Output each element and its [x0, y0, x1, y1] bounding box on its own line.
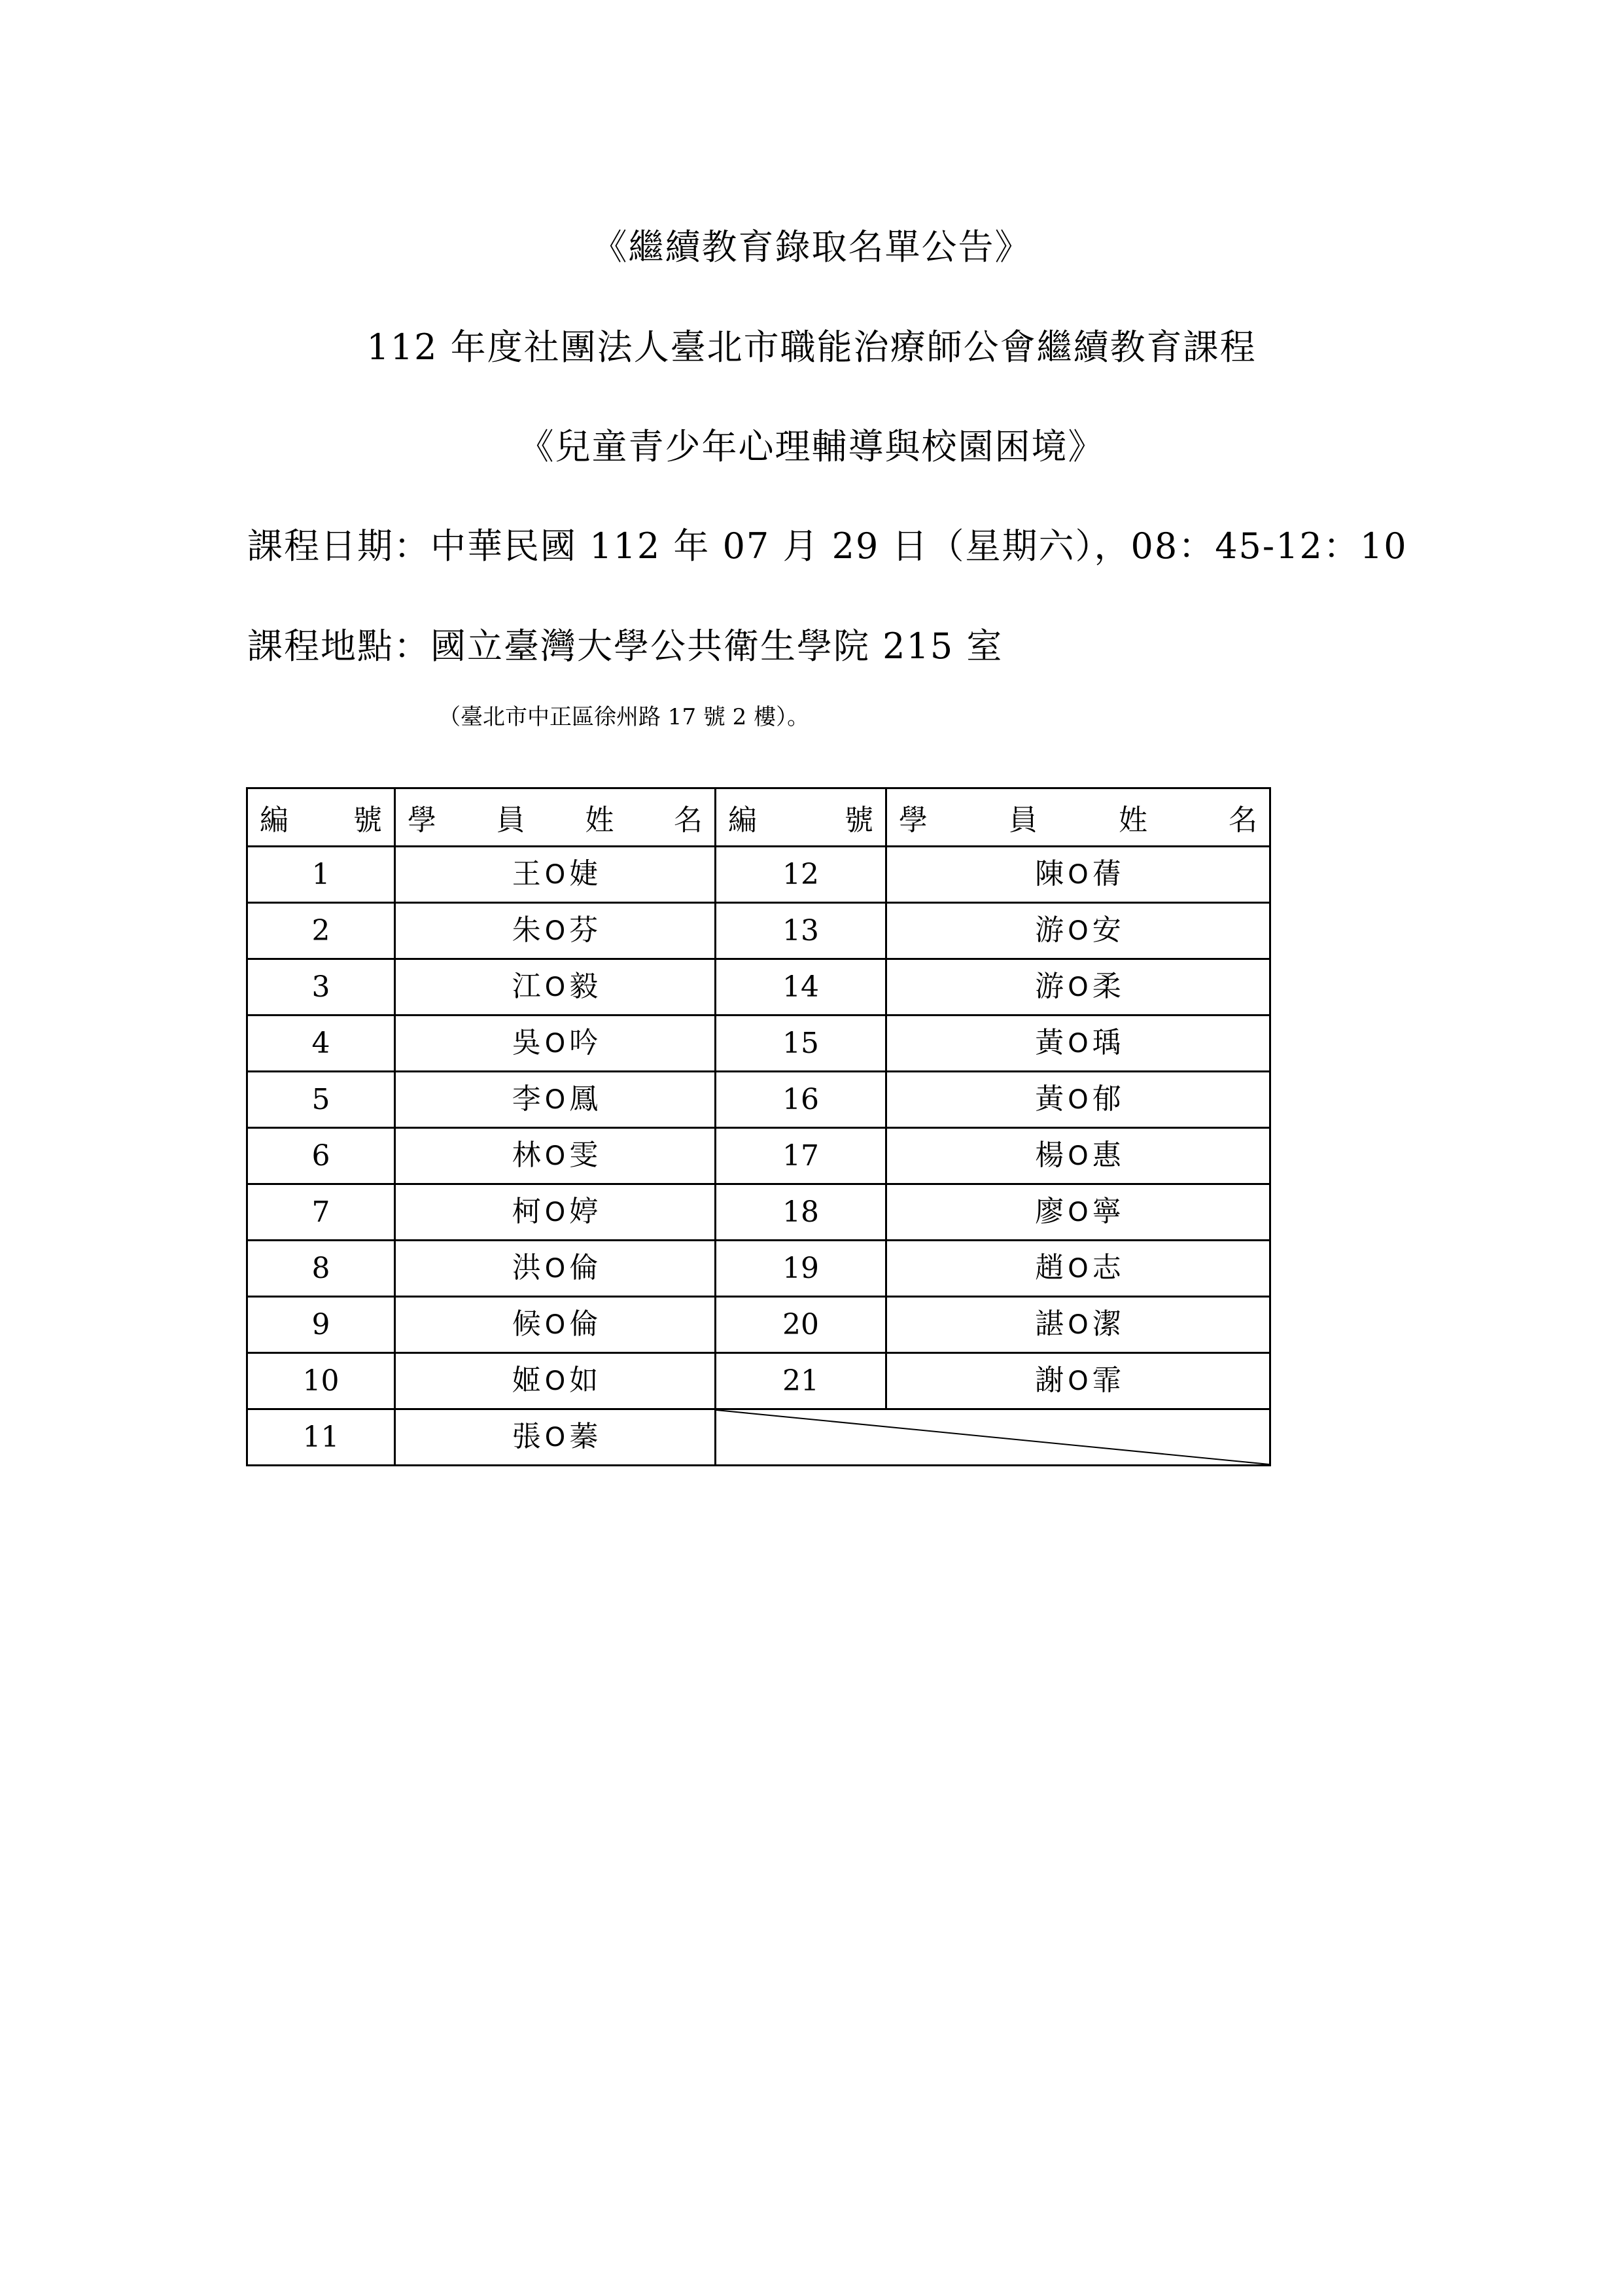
right-student-name-cell	[886, 1184, 1270, 1241]
name-char: 洪	[512, 1251, 541, 1284]
name-mask-mark: O	[1068, 1197, 1089, 1227]
name-char: 郁	[1092, 1082, 1121, 1116]
name-char: 陳	[1035, 857, 1064, 891]
right-number-cell: 20	[716, 1297, 886, 1353]
course-organization-line: 112 年度社團法人臺北市職能治療師公會繼續教育課程	[366, 327, 1257, 368]
name-char: 如	[569, 1364, 599, 1397]
name-char: 芬	[569, 913, 599, 947]
name-char: 倫	[569, 1251, 599, 1284]
course-date-line: 課程日期：中華民國 112 年 07 月 29 日（星期六），08：45-12：10	[247, 525, 1408, 567]
header-char: 編	[728, 804, 757, 837]
header-char: 編	[260, 804, 288, 837]
name-mask-mark: O	[544, 916, 566, 946]
left-number-cell: 2	[247, 903, 395, 959]
name-mask-mark: O	[1068, 1310, 1089, 1340]
name-char: 倫	[569, 1307, 599, 1341]
course-location-line: 課程地點：國立臺灣大學公共衛生學院 215 室	[247, 626, 1003, 667]
name-char: 楊	[1035, 1139, 1064, 1172]
name-mask-mark: O	[1068, 972, 1089, 1002]
name-mask-mark: O	[544, 1085, 566, 1115]
name-mask-mark: O	[544, 1141, 566, 1171]
header-char: 學	[408, 804, 436, 837]
name-mask-mark: O	[544, 972, 566, 1002]
right-number-cell: 17	[716, 1128, 886, 1184]
name-char: 霏	[1092, 1364, 1121, 1397]
name-char: 志	[1092, 1251, 1121, 1284]
name-char: 婕	[569, 857, 599, 891]
name-char: 毅	[569, 970, 599, 1003]
course-name: 《兒童青少年心理輔導與校園困境》	[518, 426, 1105, 467]
left-number-cell: 11	[247, 1409, 395, 1466]
name-char: 柯	[512, 1195, 541, 1228]
name-char: 雯	[569, 1139, 599, 1172]
table-row	[247, 1128, 1270, 1184]
name-mask-mark: O	[544, 860, 566, 890]
left-student-name-cell	[395, 1297, 716, 1353]
name-char: 江	[512, 970, 541, 1003]
right-student-name-cell	[886, 1016, 1270, 1072]
right-number-cell: 15	[716, 1016, 886, 1072]
left-student-name-cell	[395, 959, 716, 1016]
left-student-name-cell	[395, 1016, 716, 1072]
diagonal-strike-line	[716, 1410, 1269, 1464]
right-student-name-cell	[886, 1297, 1270, 1353]
name-char: 安	[1092, 913, 1121, 947]
name-char: 蒨	[1092, 857, 1121, 891]
header-number-right	[716, 788, 886, 847]
name-char: 潔	[1092, 1307, 1121, 1341]
header-char: 姓	[1119, 804, 1147, 837]
name-mask-mark: O	[1068, 1085, 1089, 1115]
right-student-name-cell	[886, 903, 1270, 959]
name-char: 林	[512, 1139, 541, 1172]
left-number-cell: 4	[247, 1016, 395, 1072]
admission-roster-table	[246, 787, 1271, 1466]
document-title: 《繼續教育錄取名單公告》	[591, 226, 1032, 268]
name-char: 吟	[569, 1026, 599, 1059]
diagonal-line	[716, 1410, 1269, 1464]
name-char: 朱	[512, 913, 541, 947]
table-row	[247, 1241, 1270, 1297]
name-mask-mark: O	[1068, 1254, 1089, 1284]
name-char: 游	[1035, 913, 1064, 947]
left-student-name-cell	[395, 1353, 716, 1409]
roster-body	[247, 847, 1270, 1466]
name-char: 李	[512, 1082, 541, 1116]
name-mask-mark: O	[1068, 1029, 1089, 1059]
name-char: 惠	[1092, 1139, 1121, 1172]
left-number-cell: 1	[247, 847, 395, 903]
right-student-name-cell	[886, 847, 1270, 903]
left-student-name-cell	[395, 903, 716, 959]
left-number-cell: 3	[247, 959, 395, 1016]
left-student-name-cell	[395, 847, 716, 903]
header-char: 名	[1229, 804, 1257, 837]
name-char: 廖	[1035, 1195, 1064, 1228]
table-header-row	[247, 788, 1270, 847]
name-mask-mark: O	[1068, 860, 1089, 890]
name-char: 趙	[1035, 1251, 1064, 1284]
left-number-cell: 6	[247, 1128, 395, 1184]
table-row	[247, 1016, 1270, 1072]
left-student-name-cell	[395, 1128, 716, 1184]
left-number-cell: 8	[247, 1241, 395, 1297]
name-char: 候	[512, 1307, 541, 1341]
header-char: 員	[1009, 804, 1038, 837]
name-char: 瑀	[1092, 1026, 1121, 1059]
address-note: （臺北市中正區徐州路 17 號 2 樓）。	[438, 704, 810, 730]
table-row	[247, 1072, 1270, 1128]
right-student-name-cell	[886, 1241, 1270, 1297]
header-char: 名	[673, 804, 703, 837]
left-number-cell: 5	[247, 1072, 395, 1128]
name-char: 婷	[569, 1195, 599, 1228]
table-row	[247, 959, 1270, 1016]
name-char: 寧	[1092, 1195, 1121, 1228]
name-mask-mark: O	[544, 1029, 566, 1059]
name-mask-mark: O	[1068, 1141, 1089, 1171]
header-name-left	[395, 788, 716, 847]
left-student-name-cell	[395, 1184, 716, 1241]
right-number-cell: 18	[716, 1184, 886, 1241]
table-row	[247, 847, 1270, 903]
table-row	[247, 1297, 1270, 1353]
table-row	[247, 903, 1270, 959]
name-char: 黃	[1035, 1082, 1064, 1116]
right-student-name-cell	[886, 959, 1270, 1016]
name-char: 姬	[512, 1364, 541, 1397]
name-mask-mark: O	[544, 1310, 566, 1340]
name-char: 柔	[1092, 970, 1121, 1003]
table-row	[247, 1353, 1270, 1409]
left-number-cell: 9	[247, 1297, 395, 1353]
name-mask-mark: O	[544, 1422, 566, 1453]
header-name-right	[886, 788, 1270, 847]
left-student-name-cell	[395, 1409, 716, 1466]
right-number-cell: 19	[716, 1241, 886, 1297]
name-char: 鳳	[569, 1082, 599, 1116]
name-char: 張	[512, 1420, 541, 1453]
right-number-cell: 12	[716, 847, 886, 903]
name-char: 諶	[1035, 1307, 1064, 1341]
header-char: 姓	[585, 804, 614, 837]
name-char: 王	[512, 857, 541, 891]
name-mask-mark: O	[544, 1197, 566, 1227]
right-student-name-cell	[886, 1072, 1270, 1128]
name-char: 黃	[1035, 1026, 1064, 1059]
table-row	[247, 1409, 1270, 1466]
right-number-cell: 14	[716, 959, 886, 1016]
header-char: 學	[899, 804, 928, 837]
right-number-cell: 21	[716, 1353, 886, 1409]
header-char: 員	[496, 804, 525, 837]
right-number-cell: 13	[716, 903, 886, 959]
left-number-cell: 10	[247, 1353, 395, 1409]
header-char: 號	[845, 804, 873, 837]
name-char: 吳	[512, 1026, 541, 1059]
left-student-name-cell	[395, 1072, 716, 1128]
right-student-name-cell	[886, 1128, 1270, 1184]
name-char: 蓁	[569, 1420, 599, 1453]
header-number-left	[247, 788, 395, 847]
right-number-cell: 16	[716, 1072, 886, 1128]
name-char: 游	[1035, 970, 1064, 1003]
name-mask-mark: O	[1068, 916, 1089, 946]
left-student-name-cell	[395, 1241, 716, 1297]
header-char: 號	[353, 804, 382, 837]
empty-cell-diagonal	[716, 1409, 1270, 1466]
name-char: 謝	[1035, 1364, 1064, 1397]
name-mask-mark: O	[544, 1254, 566, 1284]
name-mask-mark: O	[544, 1366, 566, 1396]
right-student-name-cell	[886, 1353, 1270, 1409]
name-mask-mark: O	[1068, 1366, 1089, 1396]
table-row	[247, 1184, 1270, 1241]
left-number-cell: 7	[247, 1184, 395, 1241]
